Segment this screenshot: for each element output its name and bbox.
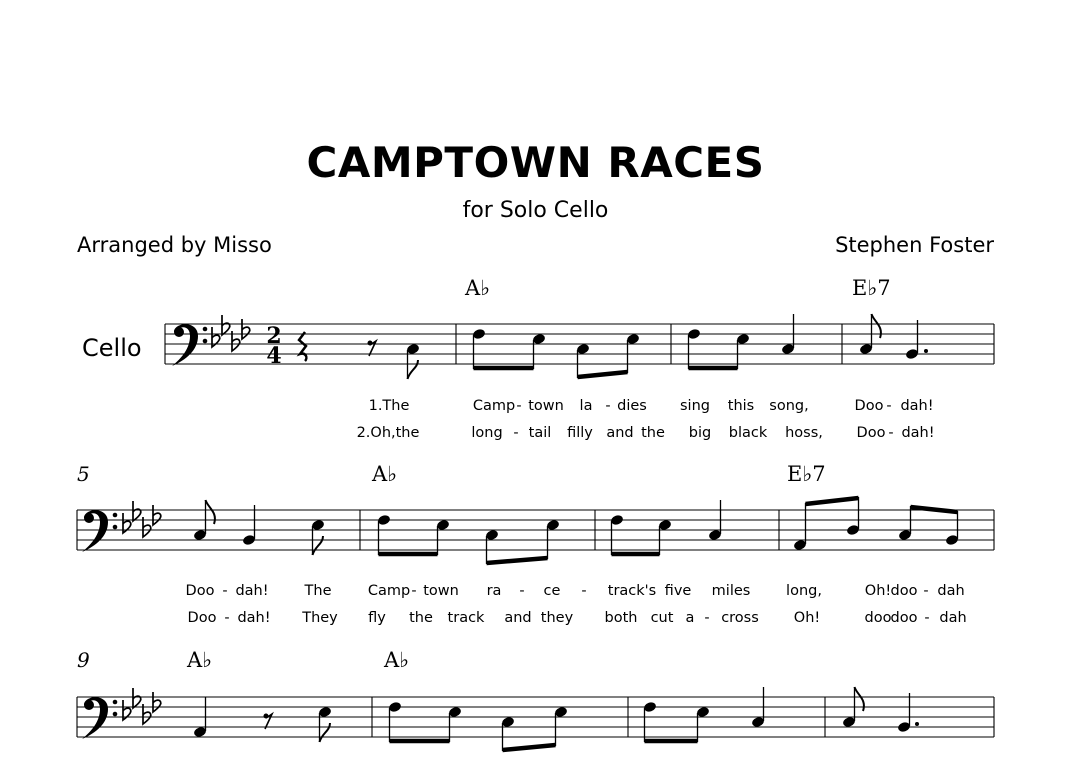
chord-symbol: A♭ bbox=[384, 648, 410, 672]
lyric-syllable: dies bbox=[617, 398, 647, 414]
chord-symbol: E♭7 bbox=[787, 462, 826, 486]
lyric-syllable: doo bbox=[890, 610, 918, 626]
lyric-syllable: Oh! bbox=[793, 610, 821, 626]
lyric-syllable: doo bbox=[864, 610, 892, 626]
lyric-syllable: hoss, bbox=[785, 425, 823, 441]
time-signature-top: 2 bbox=[266, 323, 282, 349]
lyric-hyphen: - bbox=[704, 610, 710, 626]
lyric-syllable: sing bbox=[680, 398, 710, 414]
lyric-syllable: track's bbox=[607, 583, 657, 599]
lyric-syllable: dah! bbox=[235, 583, 269, 599]
lyric-syllable: Camp bbox=[367, 583, 411, 599]
lyric-syllable: dah! bbox=[237, 610, 271, 626]
lyric-syllable: 1.The bbox=[368, 398, 410, 414]
time-signature-bottom: 4 bbox=[266, 343, 282, 369]
note bbox=[406, 343, 420, 379]
measure-number: 5 bbox=[77, 462, 90, 486]
lyric-syllable: ra bbox=[486, 583, 502, 599]
time-signature bbox=[266, 323, 281, 369]
lyric-syllable: They bbox=[302, 610, 338, 626]
lyric-syllable: ce bbox=[543, 583, 561, 599]
lyric-hyphen: - bbox=[516, 398, 522, 414]
lyric-syllable: both bbox=[604, 610, 638, 626]
lyric-syllable: song, bbox=[769, 398, 809, 414]
lyric-syllable: the bbox=[641, 425, 665, 441]
lyric-hyphen: - bbox=[411, 583, 417, 599]
lyric-syllable: the bbox=[409, 610, 433, 626]
lyric-syllable: The bbox=[304, 583, 332, 599]
beamed-notes bbox=[793, 497, 860, 551]
score-title: CAMPTOWN RACES bbox=[306, 138, 765, 187]
staff-system-1 bbox=[165, 324, 994, 364]
lyric-hyphen: - bbox=[605, 398, 611, 414]
beamed-notes bbox=[576, 333, 640, 378]
lyric-syllable: cross bbox=[721, 610, 759, 626]
lyric-syllable: long bbox=[471, 425, 503, 441]
lyric-syllable: filly bbox=[567, 425, 593, 441]
lyric-syllable: and bbox=[504, 610, 532, 626]
lyric-syllable: dah bbox=[937, 583, 965, 599]
lyric-syllable: Oh! bbox=[864, 583, 892, 599]
lyric-syllable: Doo bbox=[187, 610, 217, 626]
lyric-syllable: town bbox=[423, 583, 459, 599]
quarter-rest-icon bbox=[299, 332, 306, 361]
lyric-hyphen: - bbox=[519, 583, 525, 599]
lyric-syllable: cut bbox=[650, 610, 674, 626]
note bbox=[242, 505, 256, 546]
key-signature-flats bbox=[123, 688, 161, 724]
lyric-syllable: dah! bbox=[900, 398, 934, 414]
note bbox=[193, 697, 207, 738]
lyric-syllable: town bbox=[528, 398, 564, 414]
score-subtitle: for Solo Cello bbox=[462, 198, 609, 223]
lyric-syllable: and bbox=[606, 425, 634, 441]
lyric-syllable: dah! bbox=[901, 425, 935, 441]
lyric-syllable: 2.Oh,the bbox=[356, 425, 420, 441]
key-signature-flats bbox=[212, 315, 250, 351]
chord-symbol: E♭7 bbox=[852, 276, 891, 300]
beamed-notes bbox=[501, 706, 568, 751]
lyric-syllable: this bbox=[727, 398, 755, 414]
beamed-notes bbox=[485, 519, 560, 564]
lyric-syllable: Doo bbox=[185, 583, 215, 599]
chord-symbol: A♭ bbox=[465, 276, 491, 300]
lyric-syllable: doo bbox=[890, 583, 918, 599]
lyric-syllable: Doo bbox=[856, 425, 886, 441]
bass-clef-icon bbox=[172, 324, 207, 366]
lyric-syllable: miles bbox=[711, 583, 751, 599]
lyric-syllable: they bbox=[540, 610, 574, 626]
note bbox=[781, 314, 795, 355]
staff-system-3 bbox=[77, 697, 994, 737]
lyric-syllable: five bbox=[664, 583, 692, 599]
note bbox=[193, 500, 215, 541]
lyric-syllable: tail bbox=[528, 425, 552, 441]
lyric-syllable: dah bbox=[939, 610, 967, 626]
lyric-hyphen: - bbox=[924, 610, 930, 626]
lyric-syllable: long, bbox=[786, 583, 822, 599]
note bbox=[842, 687, 864, 728]
lyric-syllable: Doo bbox=[854, 398, 884, 414]
lyric-hyphen: - bbox=[888, 425, 894, 441]
bass-clef-icon bbox=[82, 510, 117, 552]
lyric-syllable: track bbox=[447, 610, 485, 626]
lyric-hyphen: - bbox=[222, 583, 228, 599]
lyric-hyphen: - bbox=[886, 398, 892, 414]
lyric-syllable: big bbox=[688, 425, 712, 441]
chord-symbol: A♭ bbox=[187, 648, 213, 672]
lyric-syllable: black bbox=[728, 425, 768, 441]
note bbox=[751, 687, 765, 728]
note bbox=[859, 314, 881, 355]
lyric-syllable: fly bbox=[368, 610, 386, 626]
lyric-syllable: la bbox=[579, 398, 593, 414]
measure-number: 9 bbox=[77, 648, 90, 672]
lyric-syllable: Camp bbox=[472, 398, 516, 414]
composer-credit: Stephen Foster bbox=[835, 233, 994, 257]
key-signature-flats bbox=[123, 501, 161, 537]
lyric-hyphen: - bbox=[923, 583, 929, 599]
arranger-credit: Arranged by Misso bbox=[77, 233, 272, 257]
instrument-name: Cello bbox=[82, 334, 142, 362]
chord-symbol: A♭ bbox=[372, 462, 398, 486]
bass-clef-icon bbox=[82, 697, 117, 739]
lyric-syllable: a bbox=[685, 610, 695, 626]
lyric-hyphen: - bbox=[581, 583, 587, 599]
note bbox=[708, 500, 722, 541]
lyric-hyphen: - bbox=[513, 425, 519, 441]
lyric-hyphen: - bbox=[224, 610, 230, 626]
